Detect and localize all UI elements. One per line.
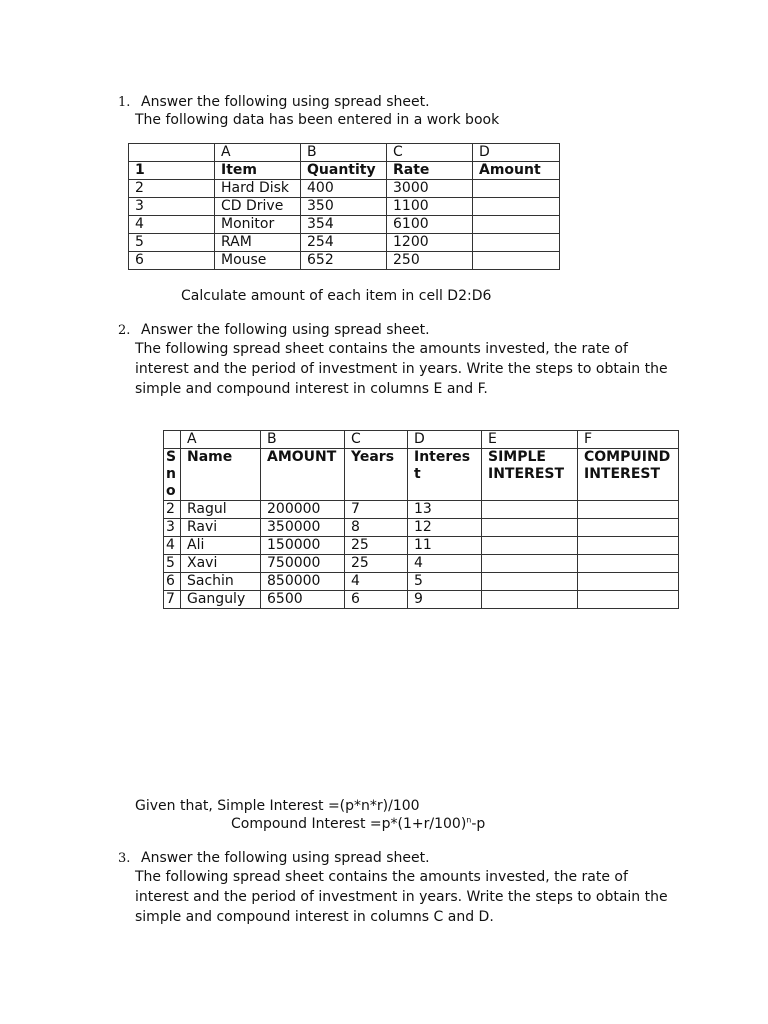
- q1-prompt: Answer the following using spread sheet.: [141, 94, 430, 110]
- table-cell: 4: [129, 216, 215, 234]
- table-cell: 4: [164, 537, 181, 555]
- table-row: [164, 591, 679, 609]
- compound-formula-exponent: n: [466, 815, 472, 825]
- column-letter-cell: [164, 431, 181, 449]
- table-cell: 4: [345, 573, 408, 591]
- table-cell: 8: [345, 519, 408, 537]
- column-letter-cell: E: [482, 431, 578, 449]
- q2-description-line: simple and compound interest in columns E and F.: [135, 381, 488, 397]
- q2-number: 2.: [118, 323, 131, 338]
- table-row: [164, 555, 679, 573]
- table-cell: 3000: [387, 180, 473, 198]
- table-cell: 5: [408, 573, 482, 591]
- table-cell: Xavi: [181, 555, 261, 573]
- header-cell: Years: [345, 449, 408, 501]
- table-cell: Ganguly: [181, 591, 261, 609]
- table-row: [129, 234, 560, 252]
- table-cell: [473, 234, 560, 252]
- table-cell: [578, 573, 679, 591]
- table-cell: 3: [164, 519, 181, 537]
- table-row: [129, 180, 560, 198]
- column-letter-cell: B: [261, 431, 345, 449]
- q3-description-line: interest and the period of investment in years. Write the steps to obtain the: [135, 889, 668, 905]
- table-cell: 25: [345, 555, 408, 573]
- header-row: [129, 162, 560, 180]
- table-cell: Hard Disk: [215, 180, 301, 198]
- q1-number: 1.: [118, 95, 131, 110]
- table-cell: Ali: [181, 537, 261, 555]
- header-cell: S n o: [164, 449, 181, 501]
- table-cell: 750000: [261, 555, 345, 573]
- column-letter-cell: B: [301, 144, 387, 162]
- table-cell: 12: [408, 519, 482, 537]
- table-cell: 5: [164, 555, 181, 573]
- table-cell: [482, 555, 578, 573]
- table-cell: 254: [301, 234, 387, 252]
- table-cell: [578, 591, 679, 609]
- header-cell: 1: [129, 162, 215, 180]
- column-letter-cell: F: [578, 431, 679, 449]
- table-cell: 1100: [387, 198, 473, 216]
- q2-description-line: interest and the period of investment in years. Write the steps to obtain the: [135, 361, 668, 377]
- q2-description: [135, 339, 695, 399]
- table-cell: 350000: [261, 519, 345, 537]
- table-cell: [473, 216, 560, 234]
- table-row: [164, 573, 679, 591]
- table-cell: [578, 519, 679, 537]
- table-cell: [482, 537, 578, 555]
- table-cell: Ravi: [181, 519, 261, 537]
- column-letter-cell: D: [473, 144, 560, 162]
- table-cell: [482, 501, 578, 519]
- header-cell: Rate: [387, 162, 473, 180]
- column-letter-cell: [129, 144, 215, 162]
- header-cell: Name: [181, 449, 261, 501]
- table-cell: 200000: [261, 501, 345, 519]
- table-cell: 6100: [387, 216, 473, 234]
- table-cell: 400: [301, 180, 387, 198]
- table-cell: 6500: [261, 591, 345, 609]
- table-cell: RAM: [215, 234, 301, 252]
- table-cell: CD Drive: [215, 198, 301, 216]
- table-cell: [473, 198, 560, 216]
- header-cell: Amount: [473, 162, 560, 180]
- table-cell: [473, 252, 560, 270]
- q2-data-table: [163, 430, 679, 609]
- compound-interest-formula: [231, 815, 485, 833]
- table-row: [164, 501, 679, 519]
- q2-prompt: Answer the following using spread sheet.: [141, 322, 430, 338]
- table-cell: [578, 537, 679, 555]
- table-cell: 25: [345, 537, 408, 555]
- header-row: [164, 449, 679, 501]
- column-letter-cell: A: [215, 144, 301, 162]
- table-cell: Monitor: [215, 216, 301, 234]
- q3-description-line: simple and compound interest in columns C and D.: [135, 909, 494, 925]
- compound-formula-tail: -p: [471, 816, 486, 832]
- table-cell: [482, 573, 578, 591]
- table-cell: 250: [387, 252, 473, 270]
- header-cell: Quantity: [301, 162, 387, 180]
- table-cell: [578, 555, 679, 573]
- table-cell: 4: [408, 555, 482, 573]
- table-cell: [482, 591, 578, 609]
- table-row: [129, 252, 560, 270]
- table-cell: 7: [164, 591, 181, 609]
- compound-formula-main: Compound Interest =p*(1+r/100): [231, 816, 467, 832]
- table-cell: 850000: [261, 573, 345, 591]
- table-cell: 5: [129, 234, 215, 252]
- table-cell: 652: [301, 252, 387, 270]
- table-cell: 354: [301, 216, 387, 234]
- q3-number: 3.: [118, 851, 131, 866]
- header-cell: Item: [215, 162, 301, 180]
- table-row: [164, 537, 679, 555]
- table-cell: 6: [129, 252, 215, 270]
- column-letter-row: [129, 144, 560, 162]
- header-cell: COMPUIND INTEREST: [578, 449, 679, 501]
- column-letter-cell: C: [345, 431, 408, 449]
- table-cell: Sachin: [181, 573, 261, 591]
- column-letter-cell: D: [408, 431, 482, 449]
- table-cell: 2: [129, 180, 215, 198]
- column-letter-cell: A: [181, 431, 261, 449]
- table-cell: Mouse: [215, 252, 301, 270]
- column-letter-cell: C: [387, 144, 473, 162]
- table-cell: 6: [345, 591, 408, 609]
- table-cell: 350: [301, 198, 387, 216]
- header-cell: SIMPLE INTEREST: [482, 449, 578, 501]
- table-cell: 11: [408, 537, 482, 555]
- q3-prompt: Answer the following using spread sheet.: [141, 850, 430, 866]
- header-cell: Interes t: [408, 449, 482, 501]
- q3-description-line: The following spread sheet contains the amounts invested, the rate of: [135, 869, 628, 885]
- table-cell: 6: [164, 573, 181, 591]
- table-row: [129, 216, 560, 234]
- q1-description: The following data has been entered in a work book: [135, 112, 500, 128]
- table-cell: 13: [408, 501, 482, 519]
- table-cell: 3: [129, 198, 215, 216]
- table-cell: 7: [345, 501, 408, 519]
- column-letter-row: [164, 431, 679, 449]
- q1-data-table: [128, 143, 560, 270]
- q2-description-line: The following spread sheet contains the amounts invested, the rate of: [135, 341, 628, 357]
- table-cell: [482, 519, 578, 537]
- table-cell: 2: [164, 501, 181, 519]
- table-row: [164, 519, 679, 537]
- table-cell: [473, 180, 560, 198]
- table-cell: Ragul: [181, 501, 261, 519]
- simple-interest-formula: Given that, Simple Interest =(p*n*r)/100: [135, 798, 420, 814]
- header-cell: AMOUNT: [261, 449, 345, 501]
- table-cell: 9: [408, 591, 482, 609]
- table-cell: 150000: [261, 537, 345, 555]
- table-row: [129, 198, 560, 216]
- table-cell: 1200: [387, 234, 473, 252]
- q3-description: [135, 867, 695, 927]
- q1-instruction: Calculate amount of each item in cell D2:D6: [181, 288, 492, 304]
- table-cell: [578, 501, 679, 519]
